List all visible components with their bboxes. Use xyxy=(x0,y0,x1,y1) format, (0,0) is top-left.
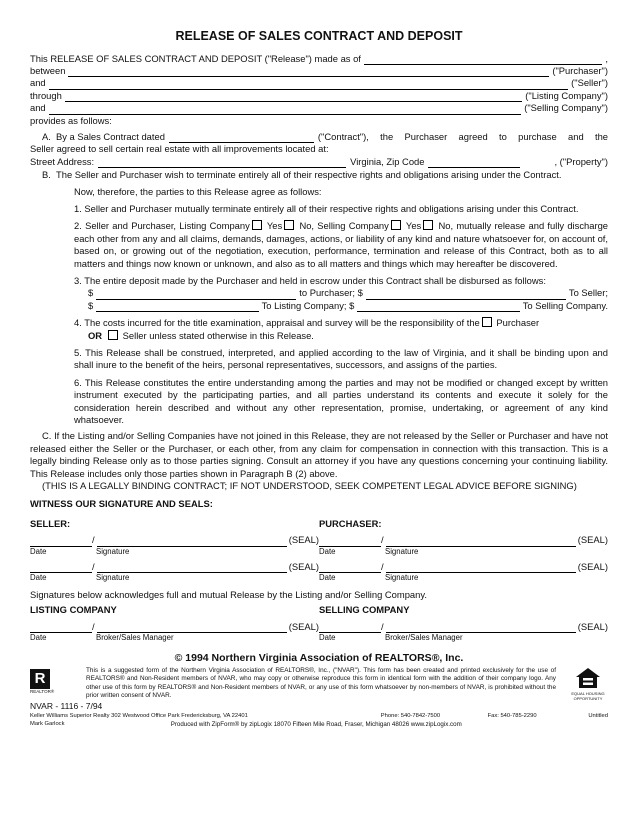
or-label: OR xyxy=(88,329,103,341)
provides-text: provides as follows: xyxy=(30,114,112,126)
footer-logos xyxy=(30,667,608,701)
broker-caption: Broker/Sales Manager xyxy=(385,632,463,642)
seller-amount-field[interactable] xyxy=(366,290,566,300)
purchaser-signature-1[interactable] xyxy=(386,537,576,547)
section-a-label: A. xyxy=(42,130,51,142)
seller-date-1[interactable] xyxy=(30,537,92,547)
contract-dated-label: By a Sales Contract dated xyxy=(56,130,165,142)
listing-company-field[interactable] xyxy=(65,92,522,102)
purchaser-signatures xyxy=(319,518,608,584)
seal-label: (SEAL) xyxy=(577,561,608,572)
selling-amount-field[interactable] xyxy=(357,302,519,312)
item-3 xyxy=(30,275,608,287)
yes-label: Yes xyxy=(266,220,283,232)
listing-company-heading: LISTING COMPANY xyxy=(30,604,117,616)
seller-sig-line-1 xyxy=(30,534,319,546)
listing-broker-signature[interactable] xyxy=(97,623,287,633)
selling-company-heading: SELLING COMPANY xyxy=(319,604,410,616)
date-caption: Date xyxy=(319,546,336,556)
purchaser-sig-line-2 xyxy=(319,561,608,573)
through-label: through xyxy=(30,89,62,101)
date-caption: Date xyxy=(30,546,47,556)
seller-line xyxy=(30,77,608,89)
item-5 xyxy=(30,347,608,372)
date-caption: Date xyxy=(319,573,336,583)
section-b xyxy=(30,169,608,181)
item-3-text: 3. The entire deposit made by the Purchaser and held in escrow under this Contract shall be disbursed as follows: xyxy=(74,275,546,286)
seller-captions-1 xyxy=(30,547,319,557)
zip-field[interactable] xyxy=(428,158,520,168)
acknowledgement-text: Signatures below acknowledges full and mutual Release by the Listing and/or Selling Company. xyxy=(30,588,427,600)
item-4-lead: 4. The costs incurred for the title examination, appraisal and survey will be the responsibility of the xyxy=(74,317,480,329)
item-2-text xyxy=(74,220,608,270)
item-1-text: 1. Seller and Purchaser mutually terminate entirely all of their respective rights and obligations arising under this Contract. xyxy=(74,202,579,214)
item-1 xyxy=(30,203,608,215)
purchaser-option-label: Purchaser xyxy=(496,317,540,329)
purchaser-heading: PURCHASER: xyxy=(319,517,382,529)
selling-no-checkbox[interactable] xyxy=(423,220,433,230)
selling-broker-signature[interactable] xyxy=(386,623,576,633)
slash: / xyxy=(381,534,384,546)
disburse-line-2 xyxy=(30,300,608,312)
to-seller-label: To Seller; xyxy=(568,287,608,299)
slash: / xyxy=(381,561,384,572)
listing-no-checkbox[interactable] xyxy=(284,220,294,230)
to-listing-label: To Listing Company; $ xyxy=(261,299,355,311)
seller-captions-2 xyxy=(30,573,319,583)
equal-housing-icon xyxy=(575,667,601,689)
item-4-text xyxy=(74,317,608,342)
office-fax: Fax: 540-785-2290 xyxy=(487,713,537,720)
selling-tag: ("Selling Company") xyxy=(524,102,608,114)
signature-block-companies xyxy=(30,604,608,643)
seal-label: (SEAL) xyxy=(288,620,319,632)
listing-sig-line xyxy=(30,621,319,633)
footer-fine-print: This is a suggested form of the Northern Virginia Association of REALTORS®, Inc., ("NVAR"). This form has been created and printed exclusively for the use of REALTORS® and Non-Resident members of NVAR, who may copy or otherwise reproduce this form in identical form with the addition of their company logo. Any other use of this form by REALTORS® and Non-Resident members of NVAR, or any use of this form whatsoever by non-members of NVAR, is prohibited without the prior written consent of NVAR. xyxy=(86,667,556,700)
purchaser-captions-1 xyxy=(319,547,608,557)
purchaser-tag: ("Purchaser") xyxy=(552,64,608,76)
purchaser-costs-checkbox[interactable] xyxy=(482,317,492,327)
street-label: Street Address: xyxy=(30,155,95,167)
item-2-lead: 2. Seller and Purchaser, Listing Company xyxy=(74,220,250,232)
slash: / xyxy=(381,620,384,632)
item-2-body: No, mutually release and fully discharge each other from any and all claims, demands, damages, actions, or liability of any kind and nature whatsoever for, on account of, based on, or growing out of the negotiation, execution, performance, termination and release of this Contract, both as to all matters and things now known or unknown, and also as to all matters and things which may hereafter be discovered. xyxy=(74,220,608,269)
broker-caption: Broker/Sales Manager xyxy=(96,632,174,642)
no-selling-label: No, Selling Company xyxy=(299,220,389,232)
date-caption: Date xyxy=(319,632,336,642)
listing-date[interactable] xyxy=(30,623,92,633)
signature-caption: Signature xyxy=(385,573,419,583)
section-b-label: B. xyxy=(42,169,51,181)
signature-caption: Signature xyxy=(96,573,130,583)
purchaser-date-1[interactable] xyxy=(319,537,381,547)
dollar-sign: $ xyxy=(88,299,94,311)
office-address: Keller Williams Superior Realty 302 Westwood Office Park Fredericksburg, VA 22401 xyxy=(30,713,248,720)
listing-line xyxy=(30,90,608,102)
listing-company-signature xyxy=(30,604,319,643)
realtor-label: REALTOR® xyxy=(30,689,55,695)
seal-label: (SEAL) xyxy=(577,620,608,632)
selling-line xyxy=(30,102,608,114)
between-label: between xyxy=(30,64,66,76)
property-tag: , ("Property") xyxy=(554,155,608,167)
item-4 xyxy=(30,317,608,342)
selling-date[interactable] xyxy=(319,623,381,633)
date-field[interactable] xyxy=(364,55,603,65)
to-purchaser-label: to Purchaser; $ xyxy=(299,287,363,299)
listing-captions xyxy=(30,633,319,643)
purchaser-captions-2 xyxy=(319,573,608,583)
listing-tag: ("Listing Company") xyxy=(525,89,608,101)
purchaser-date-2[interactable] xyxy=(319,563,381,573)
seller-date-2[interactable] xyxy=(30,563,92,573)
disburse-line-1 xyxy=(30,287,608,299)
contract-text: ("Contract"), the Purchaser agreed to purchase and the xyxy=(317,130,608,142)
office-phone: Phone: 540-7842-7500 xyxy=(380,713,441,720)
seller-signature-1[interactable] xyxy=(97,537,287,547)
dollar-sign: $ xyxy=(88,287,94,299)
seller-signature-2[interactable] xyxy=(97,563,287,573)
section-a-line1 xyxy=(30,131,608,143)
intro-text: This RELEASE OF SALES CONTRACT AND DEPOSIT ("Release") made as of xyxy=(30,52,361,64)
producer-line xyxy=(30,721,608,729)
date-caption: Date xyxy=(30,632,47,642)
seller-signatures xyxy=(30,518,319,584)
address-line xyxy=(30,156,608,168)
slash: / xyxy=(92,620,95,632)
item-4-tail: Seller unless stated otherwise in this Release. xyxy=(122,329,314,341)
seal-label: (SEAL) xyxy=(288,534,319,546)
contract-date-field[interactable] xyxy=(169,133,314,143)
yes-label: Yes xyxy=(405,220,422,232)
untitled-label: Untitled xyxy=(588,713,608,720)
seller-heading: SELLER: xyxy=(30,517,71,529)
agent-name: Mark Garlock xyxy=(30,720,65,727)
form-code: NVAR - 1116 - 7/94 xyxy=(30,701,103,712)
slash: / xyxy=(92,561,95,572)
street-field[interactable] xyxy=(98,158,346,168)
seal-label: (SEAL) xyxy=(577,534,608,546)
binding-notice: (THIS IS A LEGALLY BINDING CONTRACT; IF NOT UNDERSTOOD, SEEK COMPETENT LEGAL ADVICE BEFORE SIGNING) xyxy=(42,480,577,492)
equal-housing-logo xyxy=(568,667,608,701)
seller-tag: ("Seller") xyxy=(571,77,608,89)
and-label: and xyxy=(30,77,46,89)
listing-amount-field[interactable] xyxy=(96,302,258,312)
purchaser-signature-2[interactable] xyxy=(386,563,576,573)
selling-captions xyxy=(319,633,608,643)
purchaser-line xyxy=(30,65,608,77)
item-6 xyxy=(30,377,608,427)
intro-date-line: This RELEASE OF SALES CONTRACT AND DEPOSIT ("Release") made as of , xyxy=(30,52,608,64)
purchaser-field[interactable] xyxy=(68,67,549,77)
realtor-logo xyxy=(30,669,55,695)
seal-label: (SEAL) xyxy=(288,561,319,572)
item-6-text: 6. This Release constitutes the entire understanding among the parties and may not be modified or changed except by written instrument executed by the participating parties, and all parties understand its contents and execute it solely for the consideration herein described and without any other representation, promise, undertaking, or agreement of any kind whatsoever. xyxy=(74,376,608,426)
and-label: and xyxy=(30,102,46,114)
date-caption: Date xyxy=(30,573,47,583)
copyright-line: © 1994 Northern Virginia Association of REALTORS®, Inc. xyxy=(174,652,464,665)
to-selling-label: To Selling Company. xyxy=(522,299,608,311)
item-2 xyxy=(30,220,608,270)
purchaser-sig-line-1 xyxy=(319,534,608,546)
virginia-label: Virginia, Zip Code xyxy=(350,155,425,167)
office-line xyxy=(30,713,608,721)
section-c-text: C. If the Listing and/or Selling Companies have not joined in this Release, they are not released by the Seller or Purchaser and have not released either the Seller or the Purchaser, or each other, from any claim for compensation in connection with this transaction. This is a legally binding Release only as to those parties signing. Consult an attorney if you have any questions concerning your continuing liability. This Release includes only those parties shown in Paragraph B (2) above. xyxy=(30,430,608,479)
slash: / xyxy=(92,534,95,546)
selling-sig-line xyxy=(319,621,608,633)
seller-costs-checkbox[interactable] xyxy=(108,330,118,340)
witness-heading: WITNESS OUR SIGNATURE AND SEALS: xyxy=(30,497,213,509)
signature-caption: Signature xyxy=(96,546,130,556)
eho-label: EQUAL HOUSING OPPORTUNITY xyxy=(571,691,605,701)
section-a-line2: Seller agreed to sell certain real estate with all improvements located at: xyxy=(30,143,329,155)
purchaser-amount-field[interactable] xyxy=(96,290,296,300)
listing-yes-checkbox[interactable] xyxy=(252,220,262,230)
selling-yes-checkbox[interactable] xyxy=(391,220,401,230)
selling-company-field[interactable] xyxy=(49,105,522,115)
seller-field[interactable] xyxy=(49,80,568,90)
now-therefore: Now, therefore, the parties to this Release agree as follows: xyxy=(74,185,322,197)
document-title: RELEASE OF SALES CONTRACT AND DEPOSIT xyxy=(175,29,463,43)
realtor-r-icon: R xyxy=(30,669,50,689)
signature-caption: Signature xyxy=(385,546,419,556)
signature-block-parties xyxy=(30,518,608,584)
item-5-text: 5. This Release shall be construed, interpreted, and applied according to the law of Virginia, and it shall be binding upon and shall inure to the benefit of the heirs, personal representatives, successors, and assigns of the parties. xyxy=(74,347,608,371)
seller-sig-line-2 xyxy=(30,561,319,573)
section-b-text: The Seller and Purchaser wish to terminate entirely all of their respective rights and obligations arising under the Contract. xyxy=(56,169,562,181)
produced-by: Produced with ZipForm® by zipLogix 18070 Fifteen Mile Road, Fraser, Michigan 48026 www.zipLogix.com xyxy=(170,720,462,728)
selling-company-signature xyxy=(319,604,608,643)
